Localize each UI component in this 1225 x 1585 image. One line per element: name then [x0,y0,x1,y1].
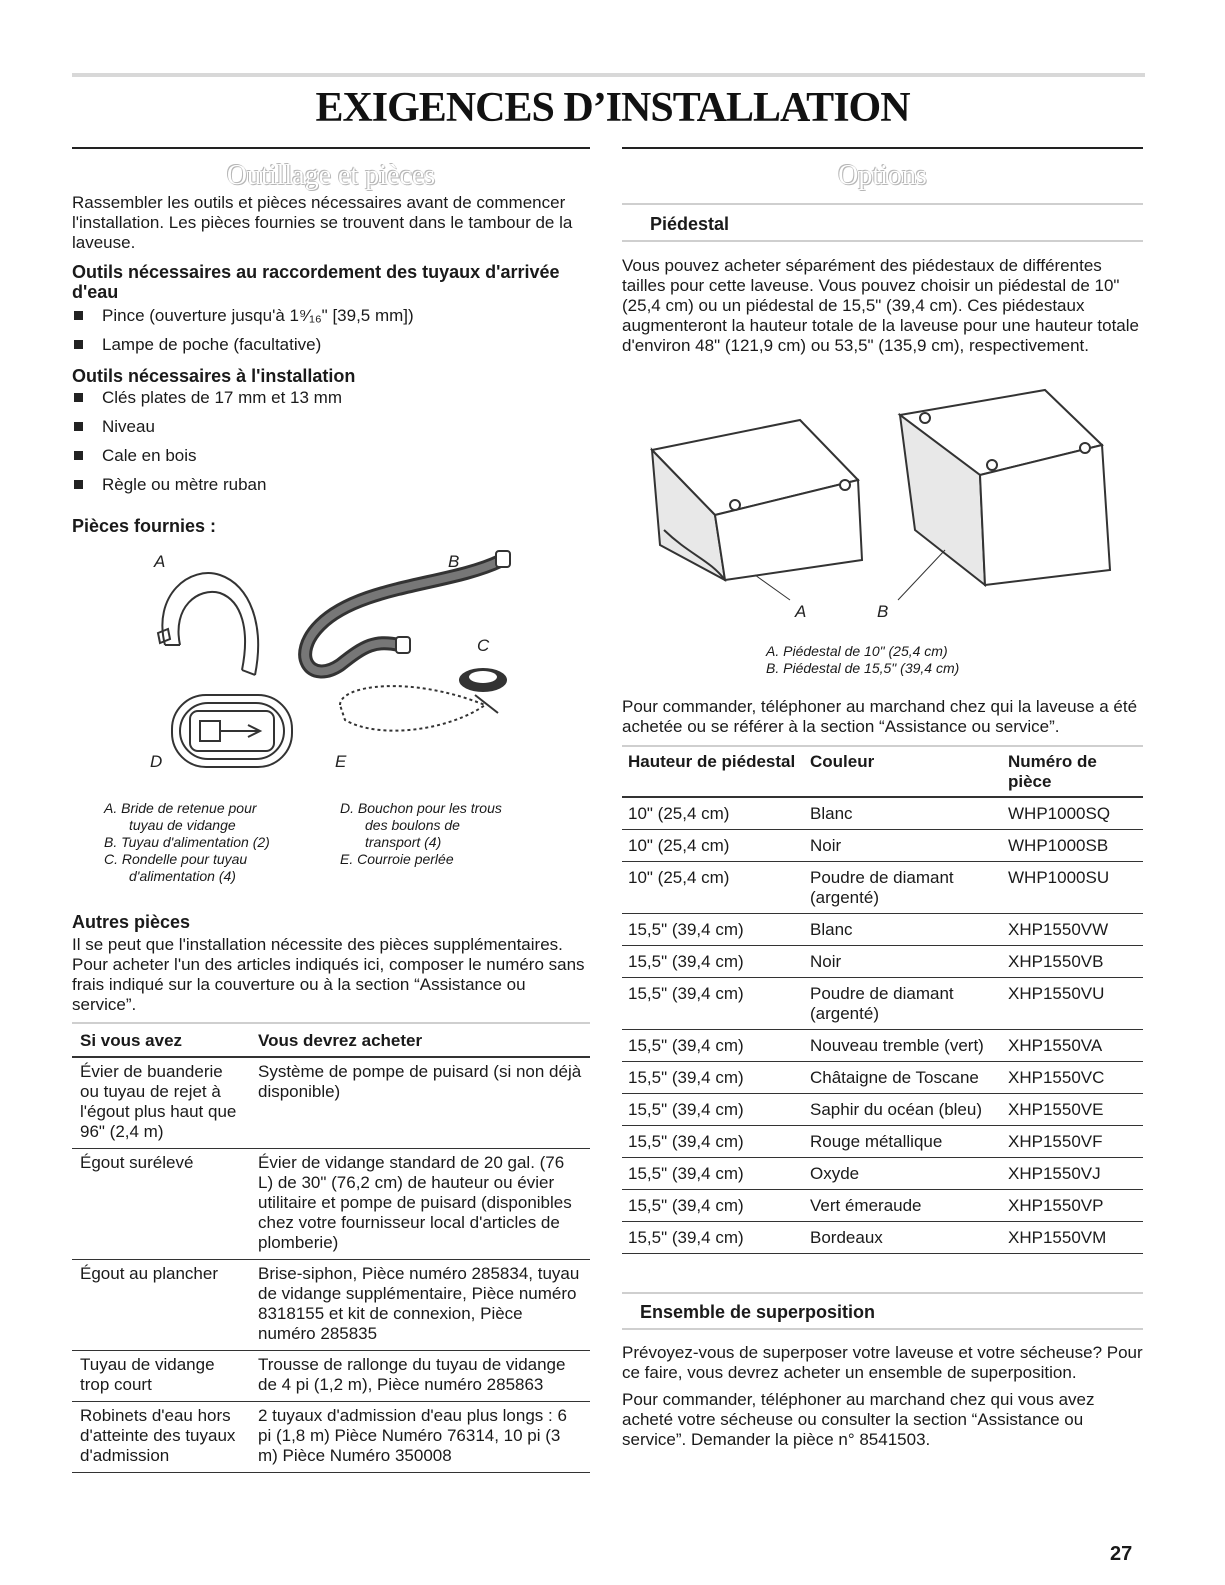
tools-water-heading: Outils nécessaires au raccordement des tuyaux d'arrivée d'eau [72,262,560,302]
parts-heading: Pièces fournies : [72,516,217,536]
part-letter-d: D [150,752,163,771]
table-row: Évier de buanderie ou tuyau de rejet à l'égout plus haut que 96" (2,4 m) Système de pompe de puisard (si non déjà disponible) [72,1057,590,1149]
part-letter-c: C [477,636,490,655]
pedestal-text: Vous pouvez acheter séparément des piédestaux de différentes tailles pour cette laveuse. Vous pouvez choisir un piédestal de 10" (25,4 cm) ou un piédestal de 15,5" (39,4 cm). Ces piédestaux augmenteront la hauteur totale de la laveuse pour une hauteur totale d'environ 48" (121,9 cm) ou 53,5" (135,9 cm), respectivement. [622,256,1139,355]
parts-captions-left: A. Bride de retenue pour tuyau de vidange B. Tuyau d'alimentation (2) C. Rondelle pour tuyau d'alimentation (4) [104,800,270,884]
bolt-plug-icon [172,695,292,767]
table-row: 15,5" (39,4 cm) Oxyde XHP1550VJ [622,1158,1143,1190]
bullet-icon [74,340,83,349]
bullet-icon [74,422,83,431]
beaded-strap-icon [340,686,498,731]
table-header-row [622,748,1143,797]
tools-install-heading: Outils nécessaires à l'installation [72,366,356,386]
table-row: 15,5" (39,4 cm) Châtaigne de Toscane XHP1550VC [622,1062,1143,1094]
stack-rule-bottom [622,1328,1143,1330]
parts-table [72,1026,590,1473]
tools-intro: Rassembler les outils et pièces nécessaires avant de commencer l'installation. Les pièces fournies se trouvent dans le tambour de la laveuse. [72,193,573,252]
washer-icon [459,668,507,692]
table-header: Couleur [804,748,1002,797]
section-heading-tools: Outillage et pièces [226,160,436,191]
figure-letter-b: B [877,602,889,621]
table-row: 15,5" (39,4 cm) Nouveau tremble (vert) XHP1550VA [622,1030,1143,1062]
list-item: Lampe de poche (facultative) [72,335,590,364]
list-item: Clés plates de 17 mm et 13 mm [72,388,590,417]
leader-line-b [898,550,945,600]
pedestal-heading: Piédestal [650,214,730,234]
leader-line-a [755,575,790,600]
table-row: Tuyau de vidange trop court Trousse de rallonge du tuyau de vidange de 4 pi (1,2 m), Pièce numéro 285863 [72,1351,590,1402]
tools-water-list [72,306,590,364]
table-top-rule [72,1022,590,1024]
stack-heading: Ensemble de superposition [640,1302,876,1322]
table-row: 10" (25,4 cm) Poudre de diamant (argenté) WHP1000SU [622,862,1143,914]
bullet-icon [74,480,83,489]
list-item: Pince (ouverture jusqu'à 1⁹⁄₁₆" [39,5 mm]) [72,306,590,335]
pedestal-tall-icon [900,390,1110,585]
top-rule [72,73,1145,77]
order-text: Pour commander, téléphoner au marchand chez qui la laveuse a été achetée ou se référer à la section “Assistance ou service”. [622,697,1138,736]
bullet-icon [74,393,83,402]
tools-install-list [72,388,590,504]
part-letter-a: A [154,552,166,571]
table-row: 15,5" (39,4 cm) Vert émeraude XHP1550VP [622,1190,1143,1222]
pedestal-captions: A. Piédestal de 10" (25,4 cm) B. Piédestal de 15,5" (39,4 cm) [766,643,960,676]
section-heading-options: Options [838,160,927,191]
list-item: Règle ou mètre ruban [72,475,590,504]
table-header: Vous devrez acheter [250,1026,590,1057]
table-row: Égout au plancher Brise-siphon, Pièce numéro 285834, tuyau de vidange supplémentaire, Pièce numéro 8318155 et kit de connexion, Pièce numéro 285835 [72,1260,590,1351]
table-header: Si vous avez [72,1026,250,1057]
bullet-icon [74,451,83,460]
table-row: 15,5" (39,4 cm) Bordeaux XHP1550VM [622,1222,1143,1254]
other-parts-text: Il se peut que l'installation nécessite des pièces supplémentaires. Pour acheter l'un des articles indiqués ici, composer le numéro sans frais indiqué sur la couverture ou à la section “Assistance ou service”. [72,935,585,1014]
table-header: Numéro de pièce [1002,748,1143,797]
parts-illustration [120,545,540,790]
part-letter-e: E [335,752,347,771]
pedestal-rule-bottom [622,240,1143,242]
pedestal-illustration [640,380,1120,625]
table-row: 15,5" (39,4 cm) Blanc XHP1550VW [622,914,1143,946]
stack-text-1: Prévoyez-vous de superposer votre laveuse et votre sécheuse? Pour ce faire, vous devrez acheter un ensemble de superposition. [622,1343,1143,1382]
table-row: 15,5" (39,4 cm) Saphir du océan (bleu) XHP1550VE [622,1094,1143,1126]
pedestal-rule [622,203,1143,205]
drain-clamp-icon [158,573,258,675]
right-column-rule [622,147,1143,149]
part-letter-b: B [448,552,460,571]
table-row: 15,5" (39,4 cm) Noir XHP1550VB [622,946,1143,978]
table-row: Égout surélevé Évier de vidange standard de 20 gal. (76 L) de 30" (76,2 cm) de hauteur ou évier utilitaire et pompe de puisard (disponibles chez votre fournisseur local d'articles de plomberie) [72,1149,590,1260]
bullet-icon [74,311,83,320]
table-row: 10" (25,4 cm) Blanc WHP1000SQ [622,797,1143,830]
table-row: 10" (25,4 cm) Noir WHP1000SB [622,830,1143,862]
table-header: Hauteur de piédestal [622,748,804,797]
other-parts-heading: Autres pièces [72,912,191,932]
stack-text-2: Pour commander, téléphoner au marchand chez qui vous avez acheté votre sécheuse ou consulter la section “Assistance ou service”. Demander la pièce n° 8541503. [622,1390,1095,1449]
page-title: EXIGENCES D’INSTALLATION [315,85,910,131]
figure-letter-a: A [795,602,807,621]
list-item: Niveau [72,417,590,446]
left-column-rule [72,147,590,149]
list-item: Cale en bois [72,446,590,475]
pedestal-table [622,748,1143,1254]
table-row: Robinets d'eau hors d'atteinte des tuyaux d'admission 2 tuyaux d'admission d'eau plus longs : 6 pi (1,8 m) Pièce Numéro 76314, 10 pi (3 m) Pièce Numéro 350008 [72,1402,590,1473]
table-header-row [72,1026,590,1057]
table-top-rule [622,745,1143,747]
page-number: 27 [1110,1543,1133,1565]
pedestal-small-icon [652,420,862,580]
table-row: 15,5" (39,4 cm) Rouge métallique XHP1550VF [622,1126,1143,1158]
table-row: 15,5" (39,4 cm) Poudre de diamant (argenté) XHP1550VU [622,978,1143,1030]
parts-captions-right: D. Bouchon pour les trous des boulons de transport (4) E. Courroie perlée [340,800,502,867]
stack-rule [622,1292,1143,1294]
